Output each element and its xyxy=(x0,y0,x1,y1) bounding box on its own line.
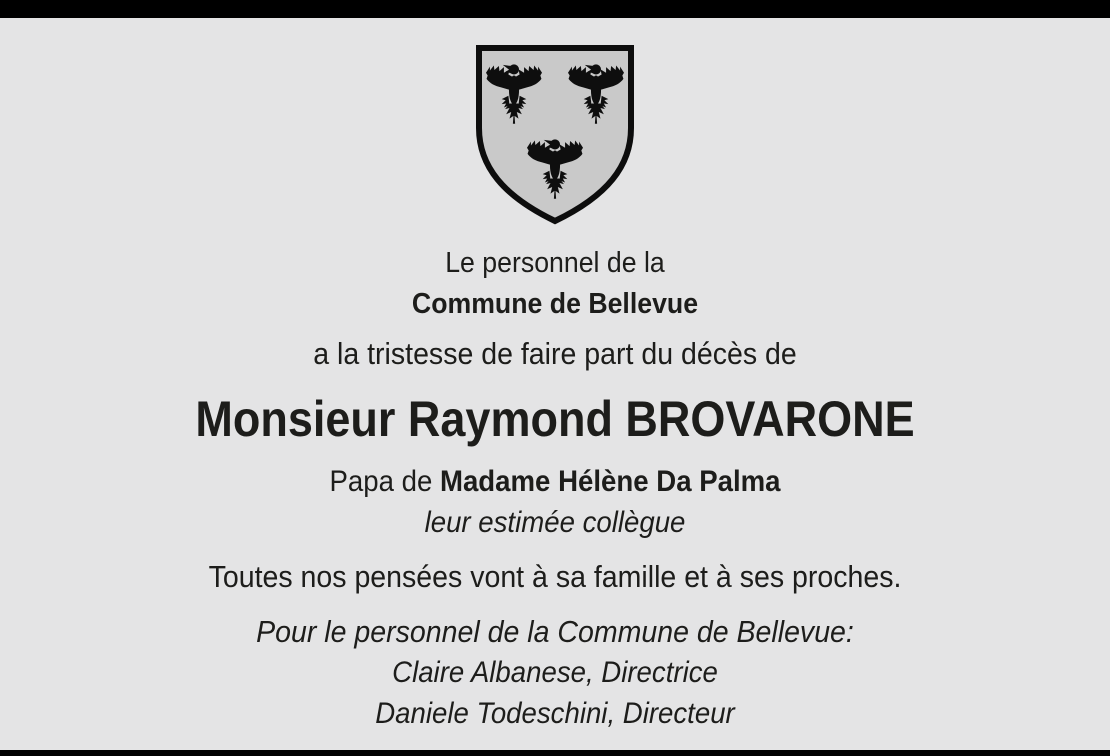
notice-card xyxy=(0,18,1110,734)
signatory-line: Claire Albanese, Directrice xyxy=(392,656,718,689)
relation-line xyxy=(44,461,1065,502)
coat-of-arms-icon xyxy=(475,44,635,226)
intro-line: Le personnel de la xyxy=(445,247,665,279)
relation-prefix: Papa de xyxy=(329,465,440,498)
organization-name: Commune de Bellevue xyxy=(411,288,699,320)
deceased-name: Monsieur Raymond BROVARONE xyxy=(195,391,915,447)
top-frame-bar xyxy=(0,0,1110,18)
bottom-frame-bar xyxy=(0,750,1110,756)
relation-note: leur estimée collègue xyxy=(424,506,686,539)
signatory-line: Daniele Todeschini, Directeur xyxy=(375,697,735,730)
condolence-line: Toutes nos pensées vont à sa famille et à ses proches. xyxy=(208,559,902,594)
relative-name: Madame Hélène Da Palma xyxy=(439,465,781,498)
announcement-line: a la tristesse de faire part du décès de xyxy=(313,336,797,371)
signature-intro: Pour le personnel de la Commune de Bellevue: xyxy=(256,614,854,649)
